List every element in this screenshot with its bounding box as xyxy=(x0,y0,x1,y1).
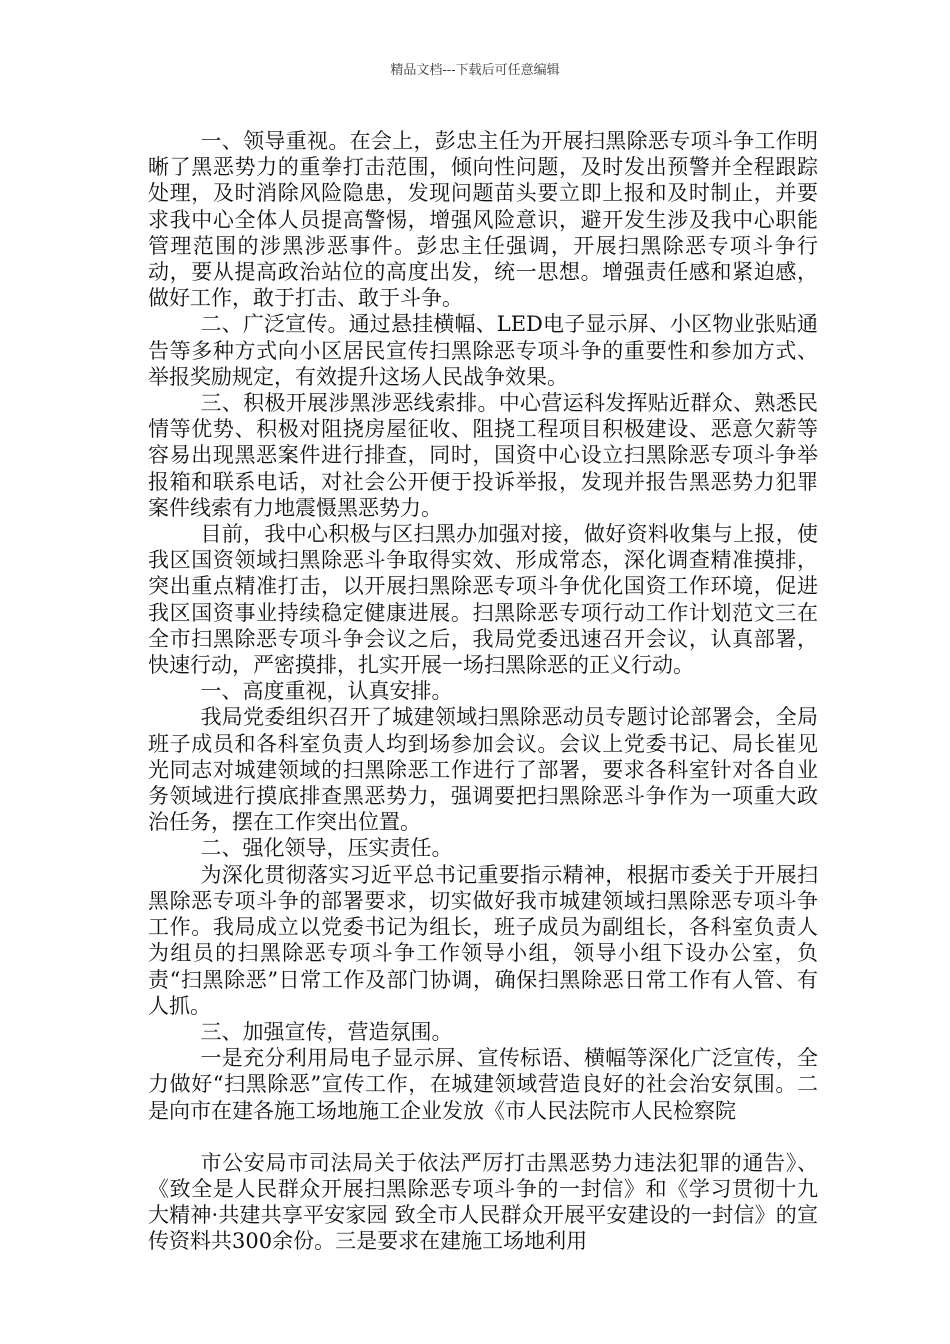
section-heading: 一、高度重视，认真安排。 xyxy=(200,679,453,704)
paragraph: 三、积极开展涉黑涉恶线索排。中心营运科发挥贴近群众、熟悉民情等优势、积极对阻挠房屋征收、阻挠工程项目积极建设、恶意欠薪等容易出现黑恶案件进行排查，同时，国资中心设立扫黑除恶专项斗争举报箱和联系电话，对社会公开便于投诉举报，发现并报告黑恶势力犯罪案件线索有力地震慑黑恶势力。 xyxy=(148,391,818,520)
paragraph: 一、领导重视。在会上，彭忠主任为开展扫黑除恶专项斗争工作明晰了黑恶势力的重拳打击范围，倾向性问题，及时发出预警并全程跟踪处理，及时消除风险隐患，发现问题苗头要立即上报和及时制止，并要求我中心全体人员提高警惕，增强风险意识，避开发生涉及我中心职能管理范围的涉黑涉恶事件。彭忠主任强调，开展扫黑除恶专项斗争行动，要从提高政治站位的高度出发，统一思想。增强责任感和紧迫感，做好工作，敢于打击、敢于斗争。 xyxy=(148,129,818,311)
paragraph: 市公安局市司法局关于依法严厉打击黑恶势力违法犯罪的通告》、《致全是人民群众开展扫黑除恶专项斗争的一封信》和《学习贯彻十九大精神·共建共享平安家园 致全市人民群众开展平安建设的一封信》的宣传资料共300余份。三是要求在建施工场地利用 xyxy=(148,1150,818,1254)
section-heading: 二、强化领导，压实责任。 xyxy=(200,836,453,861)
paragraph: 目前，我中心积极与区扫黑办加强对接，做好资料收集与上报，使我区国资领域扫黑除恶斗争取得实效、形成常态，深化调查精准摸排，突出重点精准打击，以开展扫黑除恶专项斗争优化国资工作环境，促进我区国资事业持续稳定健康进展。扫黑除恶专项行动工作计划范文三在全市扫黑除恶专项斗争会议之后，我局党委迅速召开会议，认真部署，快速行动，严密摸排，扎实开展一场扫黑除恶的正义行动。 xyxy=(148,522,818,678)
paragraph: 为深化贯彻落实习近平总书记重要指示精神，根据市委关于开展扫黑除恶专项斗争的部署要求，切实做好我市城建领域扫黑除恶专项斗争工作。我局成立以党委书记为组长，班子成员为副组长，各科室负责人为组员的扫黑除恶专项斗争工作领导小组，领导小组下设办公室，负责“扫黑除恶”日常工作及部门协调，确保扫黑除恶日常工作有人管、有人抓。 xyxy=(148,862,818,1018)
document-body xyxy=(148,128,818,1255)
section-heading: 三、加强宣传，营造氛围。 xyxy=(200,1019,453,1044)
paragraph: 二、广泛宣传。通过悬挂横幅、LED电子显示屏、小区物业张贴通告等多种方式向小区居民宣传扫黑除恶专项斗争的重要性和参加方式、举报奖励规定，有效提升这场人民战争效果。 xyxy=(148,312,818,389)
page-header: 精品文档---下载后可任意编辑 xyxy=(390,63,560,78)
paragraph: 我局党委组织召开了城建领域扫黑除恶动员专题讨论部署会，全局班子成员和各科室负责人均到场参加会议。会议上党委书记、局长崔见光同志对城建领域的扫黑除恶工作进行了部署，要求各科室针对各自业务领域进行摸底排查黑恶势力，强调要把扫黑除恶斗争作为一项重大政治任务，摆在工作突出位置。 xyxy=(148,705,818,835)
paragraph: 一是充分利用局电子显示屏、宣传标语、横幅等深化广泛宣传，全力做好“扫黑除恶”宣传工作，在城建领域营造良好的社会治安氛围。二是向市在建各施工场地施工企业发放《市人民法院市人民检察院 xyxy=(148,1046,818,1123)
